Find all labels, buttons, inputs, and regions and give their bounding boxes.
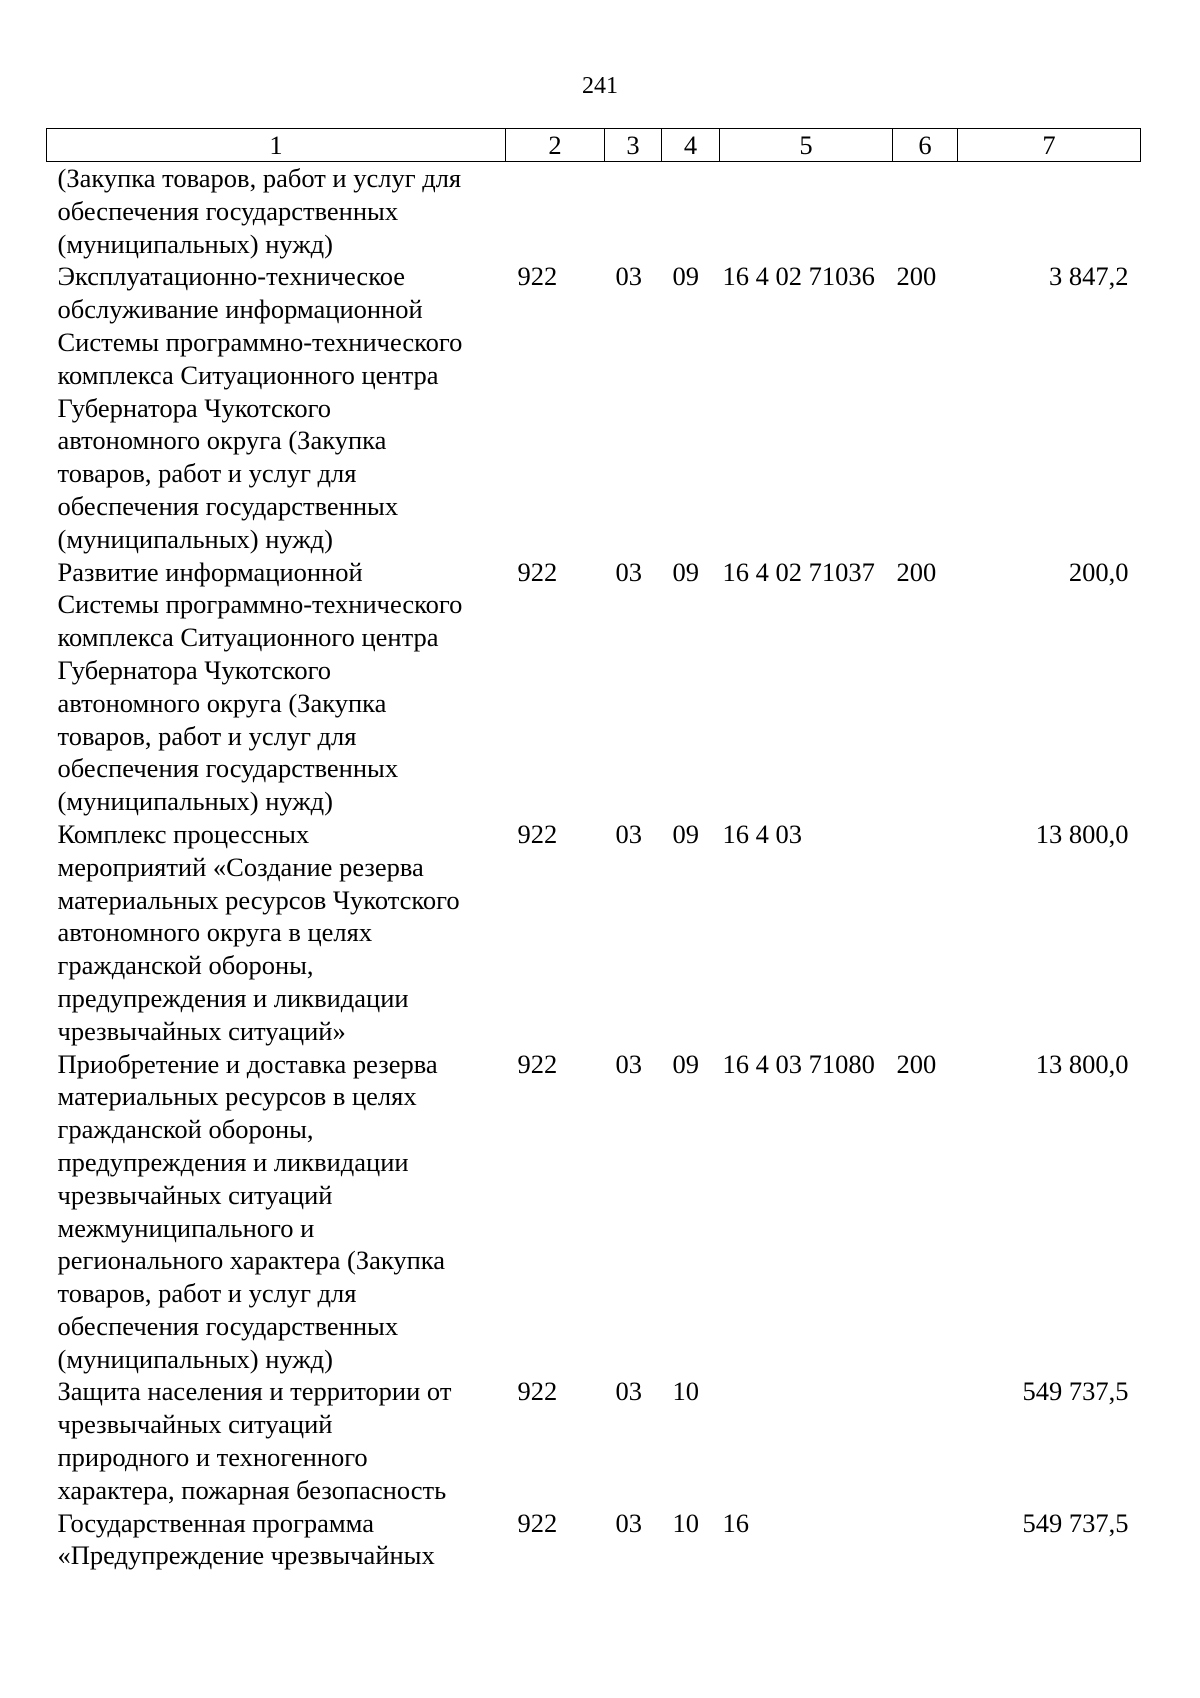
page-number: 241 xyxy=(582,73,618,99)
table-row xyxy=(47,1048,1141,1376)
item-name-line: обеспечения государственных xyxy=(57,490,399,521)
item-name-line: природного и техногенного xyxy=(57,1442,368,1473)
header-col-2: 2 xyxy=(506,129,605,162)
amount-cell: 3 847,2 xyxy=(1049,261,1129,292)
expense-type-cell xyxy=(893,1375,958,1506)
section-code-cell xyxy=(506,162,605,261)
budget-table xyxy=(46,128,1141,1572)
table-row xyxy=(47,556,1141,818)
item-name-line: товаров, работ и услуг для xyxy=(57,720,357,751)
item-name-cell xyxy=(47,1507,506,1573)
chapter-code-cell: 03 xyxy=(615,1507,642,1538)
amount-cell xyxy=(958,162,1141,261)
item-name-line: регионального характера (Закупка xyxy=(57,1245,446,1276)
item-name-line: товаров, работ и услуг для xyxy=(57,458,357,489)
item-name-line: предупреждения и ликвидации xyxy=(57,982,409,1013)
item-name-line: автономного округа (Закупка xyxy=(57,425,387,456)
subchapter-code-cell: 10 xyxy=(672,1376,699,1407)
target-article-cell xyxy=(720,1375,893,1506)
table-row xyxy=(47,1507,1141,1573)
item-name-line: (Закупка товаров, работ и услуг для xyxy=(57,163,462,193)
item-name-line: (муниципальных) нужд) xyxy=(57,523,333,554)
header-col-3: 3 xyxy=(605,129,662,162)
item-name-line: обеспечения государственных xyxy=(57,753,399,784)
expense-type-cell: 200 xyxy=(896,261,937,292)
amount-cell: 549 737,5 xyxy=(1022,1507,1129,1538)
section-code-cell: 922 xyxy=(517,1507,558,1538)
subchapter-code-cell xyxy=(662,162,720,261)
chapter-code-cell xyxy=(605,162,662,261)
section-code-cell: 922 xyxy=(517,818,558,849)
item-name-line: автономного округа (Закупка xyxy=(57,687,387,718)
chapter-code-cell: 03 xyxy=(615,1048,642,1079)
table-row xyxy=(47,162,1141,261)
item-name-line: гражданской обороны, xyxy=(57,950,314,981)
item-name-cell xyxy=(47,162,506,261)
item-name-line: чрезвычайных ситуаций» xyxy=(57,1015,346,1046)
target-article-cell: 16 4 03 71080 xyxy=(722,1048,875,1079)
chapter-code-cell: 03 xyxy=(615,261,642,292)
target-article-cell: 16 xyxy=(722,1507,749,1538)
expense-type-cell xyxy=(893,1507,958,1573)
header-col-4: 4 xyxy=(662,129,720,162)
header-col-7: 7 xyxy=(958,129,1141,162)
item-name-line: Комплекс процессных xyxy=(57,818,310,849)
item-name-line: материальных ресурсов Чукотского xyxy=(57,884,460,915)
table-row xyxy=(47,1375,1141,1506)
amount-cell: 549 737,5 xyxy=(1022,1376,1129,1407)
item-name-line: предупреждения и ликвидации xyxy=(57,1146,409,1177)
item-name-line: Развитие информационной xyxy=(57,556,363,587)
item-name-line: межмуниципального и xyxy=(57,1212,315,1243)
item-name-line: характера, пожарная безопасность xyxy=(57,1474,447,1505)
section-code-cell: 922 xyxy=(517,1048,558,1079)
item-name-line: Приобретение и доставка резерва xyxy=(57,1048,438,1079)
subchapter-code-cell: 09 xyxy=(672,261,699,292)
header-col-1: 1 xyxy=(47,129,506,162)
item-name-line: чрезвычайных ситуаций xyxy=(57,1409,333,1440)
item-name-line: комплекса Ситуационного центра xyxy=(57,359,439,390)
item-name-line: комплекса Ситуационного центра xyxy=(57,622,439,653)
target-article-cell: 16 4 02 71037 xyxy=(722,556,875,587)
item-name-cell xyxy=(47,1048,506,1376)
section-code-cell: 922 xyxy=(517,261,558,292)
target-article-cell: 16 4 02 71036 xyxy=(722,261,875,292)
item-name-cell xyxy=(47,556,506,818)
item-name-cell xyxy=(47,260,506,555)
item-name-line: Системы программно-технического xyxy=(57,326,463,357)
section-code-cell: 922 xyxy=(517,1376,558,1407)
table-row xyxy=(47,818,1141,1048)
target-article-cell xyxy=(720,162,893,261)
item-name-line: товаров, работ и услуг для xyxy=(57,1278,357,1309)
amount-cell: 13 800,0 xyxy=(1035,1048,1129,1079)
item-name-line: (муниципальных) нужд) xyxy=(57,1343,333,1374)
table-row xyxy=(47,260,1141,555)
item-name-line: «Предупреждение чрезвычайных xyxy=(57,1540,435,1571)
chapter-code-cell: 03 xyxy=(615,1376,642,1407)
item-name-line: обеспечения государственных xyxy=(57,195,399,226)
item-name-line: Эксплуатационно-техническое xyxy=(57,261,406,292)
table-body xyxy=(47,162,1141,1573)
header-col-5: 5 xyxy=(720,129,893,162)
subchapter-code-cell: 09 xyxy=(672,556,699,587)
section-code-cell: 922 xyxy=(517,556,558,587)
chapter-code-cell: 03 xyxy=(615,556,642,587)
subchapter-code-cell: 09 xyxy=(672,818,699,849)
item-name-line: (муниципальных) нужд) xyxy=(57,228,333,259)
item-name-cell xyxy=(47,818,506,1048)
item-name-line: (муниципальных) нужд) xyxy=(57,786,333,817)
item-name-line: чрезвычайных ситуаций xyxy=(57,1179,333,1210)
subchapter-code-cell: 09 xyxy=(672,1048,699,1079)
header-row xyxy=(47,129,1141,162)
item-name-line: мероприятий «Создание резерва xyxy=(57,851,424,882)
item-name-line: Губернатора Чукотского xyxy=(57,654,332,685)
item-name-line: Губернатора Чукотского xyxy=(57,392,332,423)
item-name-line: автономного округа в целях xyxy=(57,917,373,948)
item-name-line: обслуживание информационной xyxy=(57,294,423,325)
amount-cell: 200,0 xyxy=(1068,556,1129,587)
expense-type-cell xyxy=(893,162,958,261)
expense-type-cell: 200 xyxy=(896,1048,937,1079)
header-col-6: 6 xyxy=(893,129,958,162)
amount-cell: 13 800,0 xyxy=(1035,818,1129,849)
table-header xyxy=(47,129,1141,162)
expense-type-cell xyxy=(893,818,958,1048)
chapter-code-cell: 03 xyxy=(615,818,642,849)
item-name-line: Защита населения и территории от xyxy=(57,1376,452,1407)
expense-type-cell: 200 xyxy=(896,556,937,587)
item-name-cell xyxy=(47,1375,506,1506)
item-name-line: Системы программно-технического xyxy=(57,589,463,620)
target-article-cell: 16 4 03 xyxy=(722,818,802,849)
subchapter-code-cell: 10 xyxy=(672,1507,699,1538)
item-name-line: гражданской обороны, xyxy=(57,1114,314,1145)
item-name-line: Государственная программа xyxy=(57,1507,374,1538)
item-name-line: обеспечения государственных xyxy=(57,1310,399,1341)
item-name-line: материальных ресурсов в целях xyxy=(57,1081,417,1112)
